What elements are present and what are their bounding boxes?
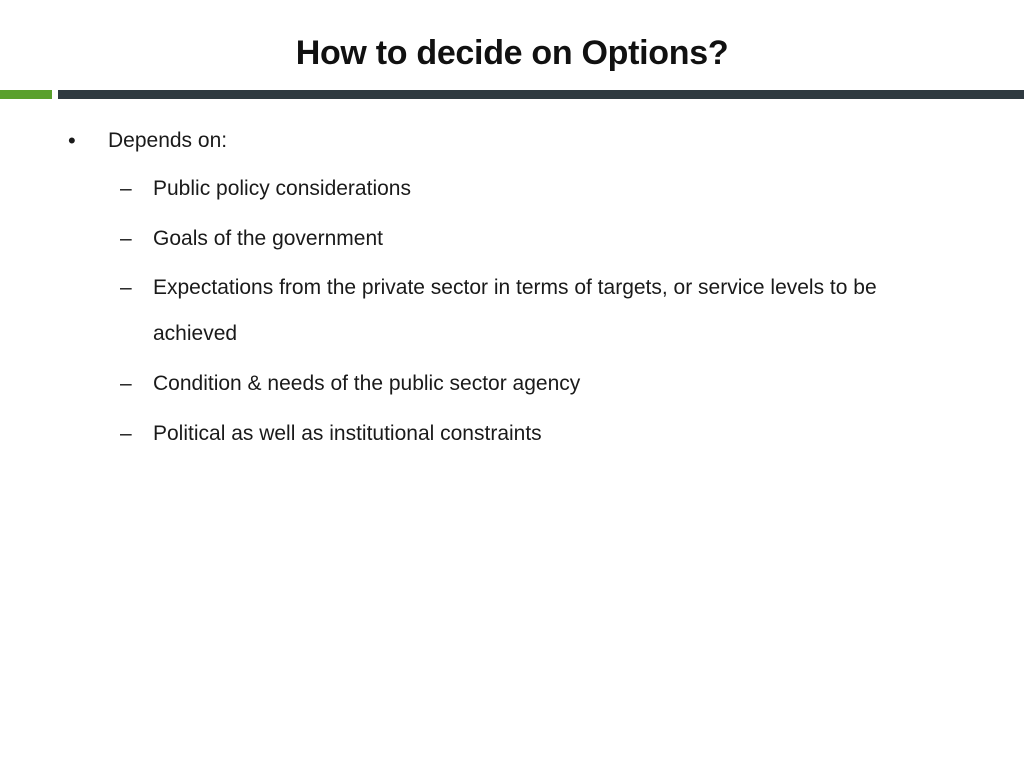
sub-item-marker: –: [120, 227, 132, 250]
sub-item-marker: –: [120, 372, 132, 395]
sub-item-text: Expectations from the private sector in terms of targets, or service levels to be achieved: [153, 276, 877, 345]
sub-item-marker: –: [120, 276, 132, 299]
slide-title: How to decide on Options?: [295, 34, 729, 72]
sub-item-text: Political as well as institutional constraints: [153, 422, 542, 445]
sub-item-text: Goals of the government: [153, 227, 383, 250]
bullet-text: Depends on:: [108, 129, 228, 152]
sub-item-marker: –: [120, 177, 132, 200]
bullet-marker: •: [68, 128, 76, 153]
sub-item-text: Public policy considerations: [153, 177, 411, 200]
sub-item-marker: –: [120, 422, 132, 445]
sub-item-text: Condition & needs of the public sector agency: [153, 372, 581, 395]
